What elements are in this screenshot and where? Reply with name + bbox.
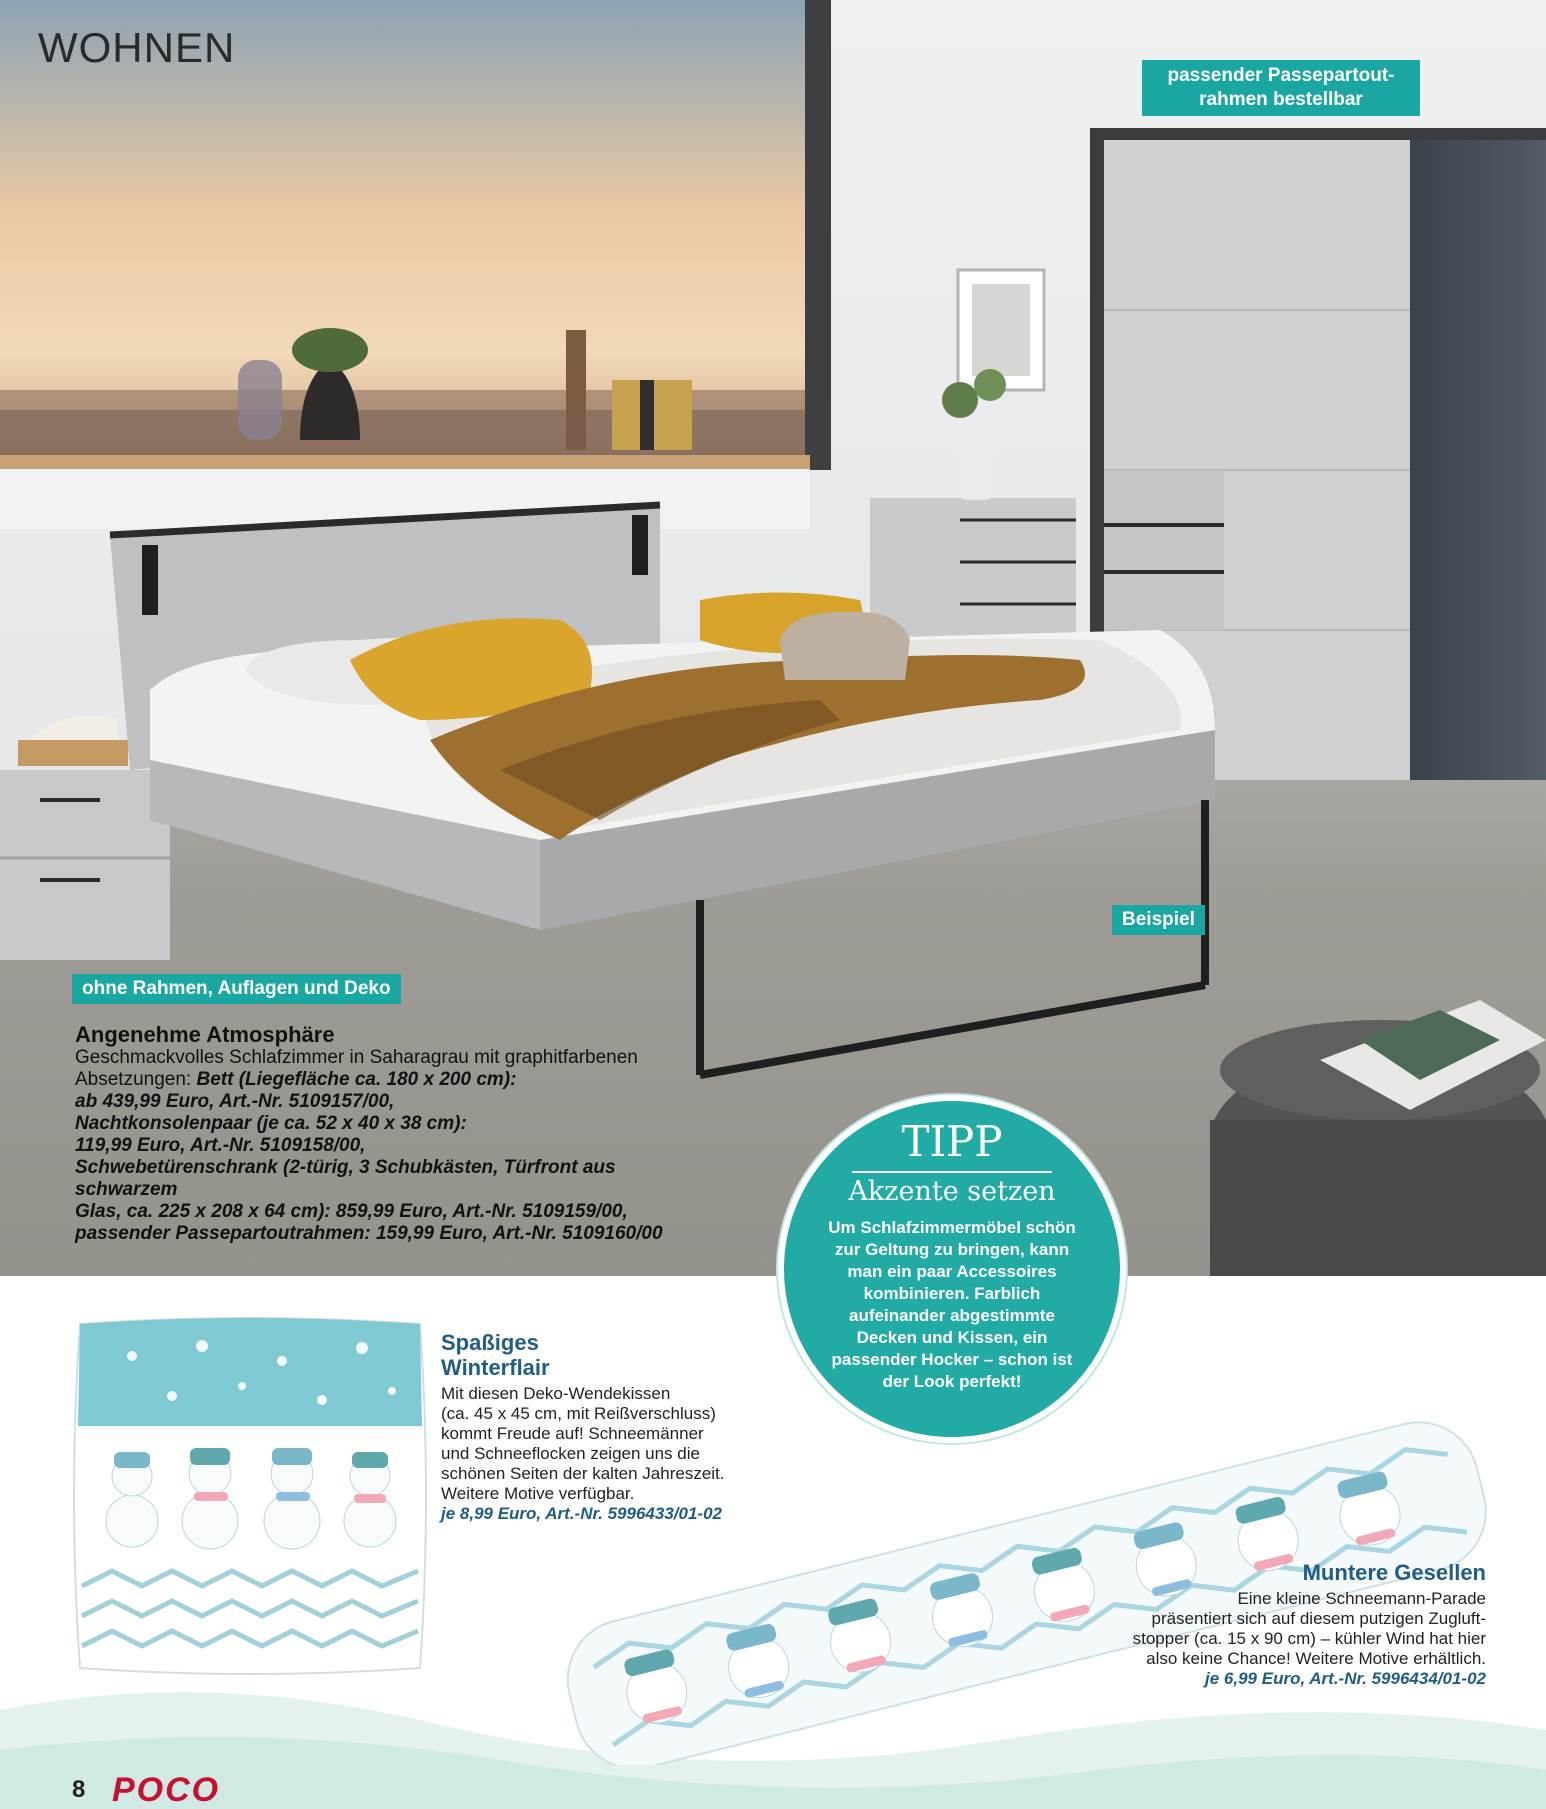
section-title: WOHNEN	[38, 24, 236, 71]
tip-subtitle: Akzente setzen	[848, 1176, 1056, 1207]
tip-title: TIPP	[901, 1117, 1003, 1166]
main-line-4: Nachtkonsolenpaar (je ca. 52 x 40 x 38 cm):	[75, 1113, 467, 1134]
tip-body: Um Schlafzimmermöbel schön zur Geltung zu bringen, kann man ein paar Accessoires kombinieren. Farblich aufeinander abgestimmte Decken und Kissen, ein passender Hocker – schon ist der Look perfekt!	[828, 1218, 1076, 1391]
stopper-line-1: Eine kleine Schneemann-Parade	[1237, 1589, 1486, 1608]
draught-stopper-description	[1060, 1560, 1486, 1689]
frame-label-line2: rahmen bestellbar	[1199, 89, 1363, 110]
stopper-line-3: stopper (ca. 15 x 90 cm) – kühler Wind hat hier	[1132, 1629, 1486, 1648]
main-headline: Angenehme Atmosphäre	[75, 1022, 335, 1047]
cushion-title-line1: Spaßiges	[441, 1330, 539, 1355]
cushion-line-4: und Schneeflocken zeigen uns die	[441, 1444, 700, 1463]
cushion-title	[441, 1330, 801, 1380]
main-line-3: ab 439,99 Euro, Art.-Nr. 5109157/00,	[75, 1091, 395, 1112]
cushion-line-2: (ca. 45 x 45 cm, mit Reißverschluss)	[441, 1404, 716, 1423]
example-label: Beispiel	[1112, 905, 1205, 935]
cushion-price: je 8,99 Euro, Art.-Nr. 5996433/01-02	[441, 1504, 722, 1523]
tip-divider	[852, 1171, 1052, 1173]
cushion-line-6: Weitere Motive verfügbar.	[441, 1484, 635, 1503]
main-line-2-plain: Absetzungen:	[75, 1069, 197, 1090]
cushion-title-line2: Winterflair	[441, 1355, 550, 1380]
without-frame-label: ohne Rahmen, Auflagen und Deko	[72, 974, 401, 1004]
frame-available-label	[1142, 60, 1420, 116]
poco-logo: POCO	[112, 1771, 221, 1809]
cushion-line-5: schönen Seiten der kalten Jahreszeit.	[441, 1464, 725, 1483]
main-line-8: passender Passepartoutrahmen: 159,99 Euro, Art.-Nr. 5109160/00	[75, 1223, 663, 1244]
stopper-title: Muntere Gesellen	[1302, 1560, 1486, 1585]
cushion-line-3: kommt Freude auf! Schneemänner	[441, 1424, 704, 1443]
stopper-price: je 6,99 Euro, Art.-Nr. 5996434/01-02	[1205, 1669, 1486, 1688]
page-number: 8	[72, 1776, 86, 1803]
frame-label-line1: passender Passepartout-	[1167, 65, 1395, 86]
main-product-description	[75, 1024, 715, 1245]
tip-badge	[778, 1095, 1126, 1443]
main-line-5: 119,99 Euro, Art.-Nr. 5109158/00,	[75, 1135, 366, 1156]
main-line-1: Geschmackvolles Schlafzimmer in Saharagrau mit graphitfarbenen	[75, 1047, 638, 1068]
main-line-7: Glas, ca. 225 x 208 x 64 cm): 859,99 Euro, Art.-Nr. 5109159/00,	[75, 1201, 628, 1222]
cushion-line-1: Mit diesen Deko-Wendekissen	[441, 1384, 671, 1403]
stopper-line-2: präsentiert sich auf diesem putzigen Zugluft-	[1151, 1609, 1486, 1628]
cushion-image	[72, 1316, 428, 1676]
stopper-line-4: also keine Chance! Weitere Motive erhältlich.	[1146, 1649, 1486, 1668]
main-line-6: Schwebetürenschrank (2-türig, 3 Schubkästen, Türfront aus schwarzem	[75, 1157, 616, 1200]
main-line-2	[75, 1069, 715, 1091]
main-line-2-bold: Bett (Liegefläche ca. 180 x 200 cm):	[196, 1069, 517, 1090]
